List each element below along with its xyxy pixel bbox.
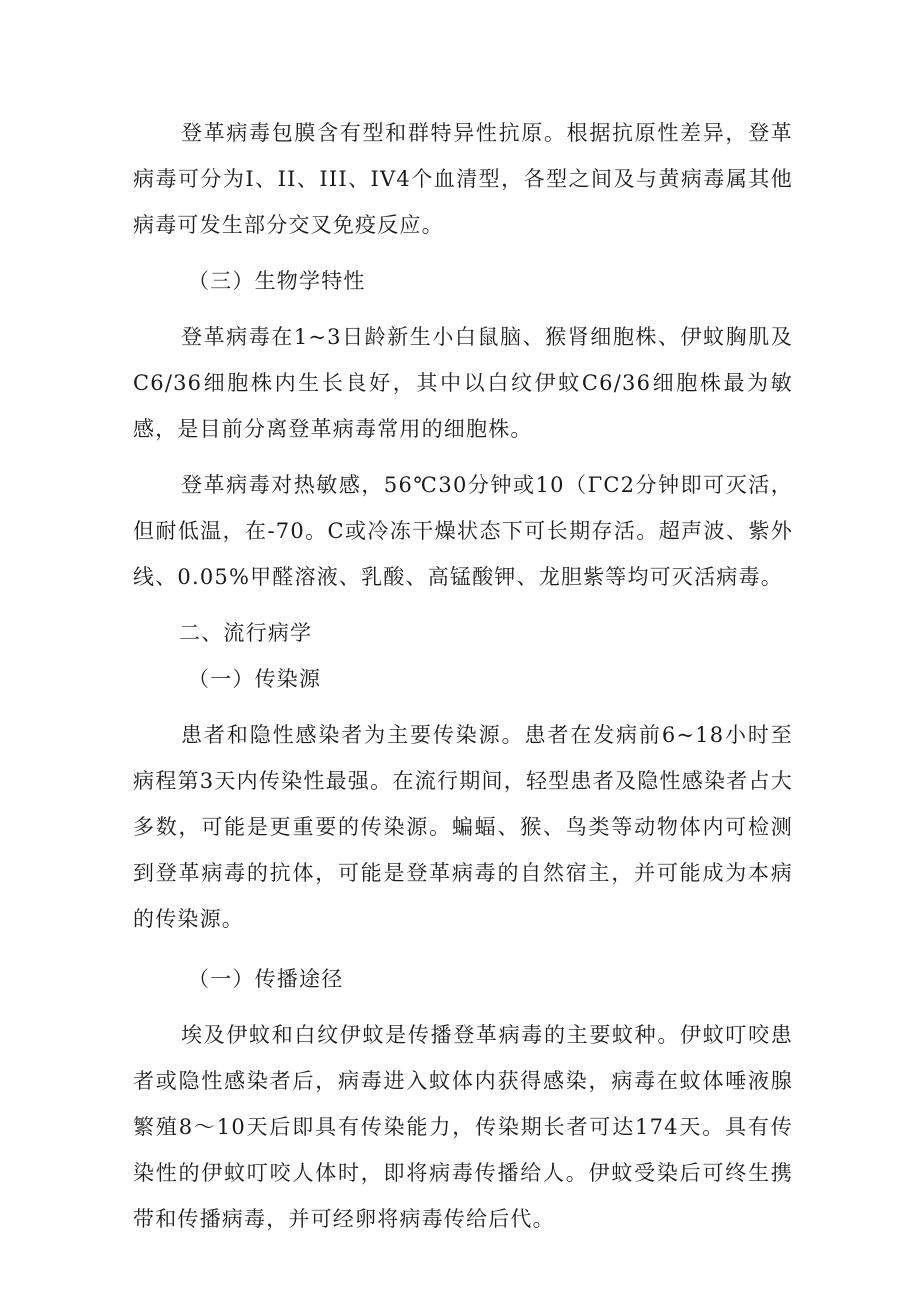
paragraph-transmission: 埃及伊蚊和白纹伊蚊是传播登革病毒的主要蚊种。伊蚊叮咬患者或隐性感染者后，病毒进入蚊体内获得感染，病毒在蚊体唾液腺繁殖8～10天后即具有传染能力，传染期长者可达174天。具有传染性的伊蚊叮咬人体时，即将病毒传播给人。伊蚊受染后可终生携带和传播病毒，并可经卵将病毒传给后代。 [133, 1023, 793, 1231]
section-heading-source: （一）传染源 [188, 667, 322, 691]
section-heading-epidemiology: 二、流行病学 [179, 621, 313, 645]
paragraph-inactivation: 登革病毒对热敏感，56℃30分钟或10（ΓC2分钟即可灭活，但耐低温，在-70。C或冷冻干燥状态下可长期存活。超声波、紫外线、0.05%甲醛溶液、乳酸、高锰酸钾、龙胆紫等均可灭活病毒。 [133, 473, 793, 589]
document-body [133, 110, 793, 1242]
paragraph-serotypes: 登革病毒包膜含有型和群特异性抗原。根据抗原性差异，登革病毒可分为I、II、III、IV4个血清型，各型之间及与黄病毒属其他病毒可发生部分交叉免疫反应。 [133, 121, 793, 237]
section-heading-transmission: （一）传播途径 [188, 967, 344, 991]
paragraph-cell-culture: 登革病毒在1~3日龄新生小白鼠脑、猴肾细胞株、伊蚊胸肌及C6/36细胞株内生长良好，其中以白纹伊蚊C6/36细胞株最为敏感，是目前分离登革病毒常用的细胞株。 [133, 325, 793, 441]
section-heading-biology: （三）生物学特性 [188, 269, 366, 293]
paragraph-infection-source: 患者和隐性感染者为主要传染源。患者在发病前6~18小时至病程第3天内传染性最强。在流行期间，轻型患者及隐性感染者占大多数，可能是更重要的传染源。蝙蝠、猴、鸟类等动物体内可检测到登革病毒的抗体，可能是登革病毒的自然宿主，并可能成为本病的传染源。 [133, 723, 793, 931]
